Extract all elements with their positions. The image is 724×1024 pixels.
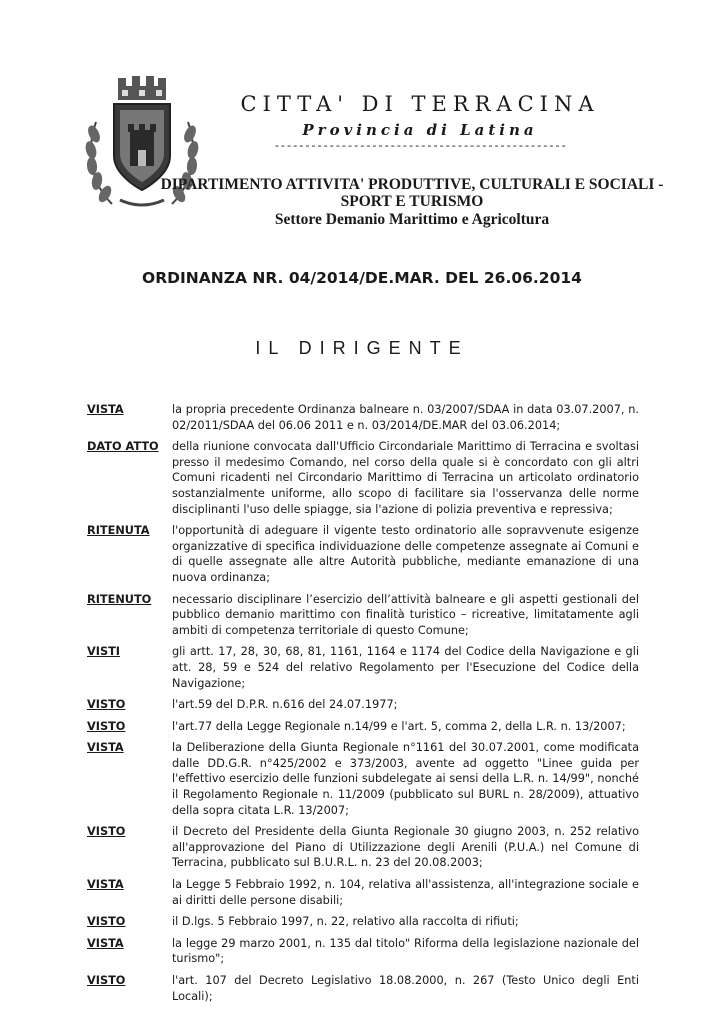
clause-label: RITENUTO: [87, 592, 152, 606]
clause-text: l'opportunità di adeguare il vigente testo ordinatorio alle sopravvenute esigenze organizzative di specifica individuazione delle competenze assegnate ai Comuni e di quelle assegnate alle altre Autorità pubbliche, mediante emanazione di una nuova ordinanza;: [172, 524, 639, 584]
clause-text: la Deliberazione della Giunta Regionale n°1161 del 30.07.2001, come modificata dalle DD.G.R. n°425/2002 e 373/2003, avente ad oggetto "Linee guida per l'effettivo esercizio delle funzioni subdelegate ai sensi della L.R. n. 14/99", nonché il Regolamento Regionale n. 11/2009 (pubblicato sul BURL n. 28/2009), attuativo della sopra citata L.R. 13/2007;: [172, 741, 639, 817]
clause-text: l'art.59 del D.P.R. n.616 del 24.07.1977;: [172, 698, 398, 712]
ordinance-title: ORDINANZA NR. 04/2014/DE.MAR. DEL 26.06.2014: [142, 269, 582, 287]
clause-row: [87, 914, 639, 930]
province-name: Provincia di Latina: [302, 121, 538, 139]
clause-text: il D.lgs. 5 Febbraio 1997, n. 22, relativo alla raccolta di rifiuti;: [172, 915, 519, 929]
clause-row: [87, 936, 639, 967]
clause-text: necessario disciplinare l’esercizio dell’attività balneare e gli aspetti gestionali del pubblico demanio marittimo con finalità turistico – ricreative, limitatamente agli ambiti di competenza territoriale di questo Comune;: [172, 592, 639, 637]
clause-label: VISTA: [87, 741, 124, 755]
clause-label: VISTA: [87, 403, 124, 416]
clause-label: RITENUTA: [87, 524, 150, 538]
clause-row: [87, 824, 639, 871]
clause-row: [87, 523, 639, 585]
clauses-list: [87, 402, 639, 1010]
clause-text: della riunione convocata dall'Ufficio Circondariale Marittimo di Terracina e svoltasi presso il medesimo Comando, nel corso della quale si è concordato con gli altri Comuni ricadenti nel Circondario Marittimo di Terracina un articolato ordinatorio sostanzialmente uniforme, allo scopo di facilitare sia l'osservanza delle norme disciplinanti l'uso delle spiagge, sia l'azione di polizia preventiva e repressiva;: [172, 440, 639, 516]
clause-text: la propria precedente Ordinanza balneare n. 03/2007/SDAA in data 03.07.2007, n. 02/2011/SDAA del 06.06 2011 e n. 03/2014/DE.MAR del 03.06.2014;: [172, 403, 639, 432]
clause-label: VISTO: [87, 698, 126, 712]
header-divider: ------------------------------------------------: [273, 141, 567, 153]
city-name: CITTA' DI TERRACINA: [240, 92, 600, 116]
clause-label: VISTA: [87, 878, 124, 892]
clause-text: la Legge 5 Febbraio 1992, n. 104, relativa all'assistenza, all'integrazione sociale e ai diritti delle persone disabili;: [172, 878, 639, 907]
clause-label: VISTO: [87, 719, 126, 733]
clause-row: [87, 402, 639, 433]
clause-label: VISTO: [87, 974, 126, 987]
clause-row: [87, 592, 639, 639]
clause-text: gli artt. 17, 28, 30, 68, 81, 1161, 1164 e 1174 del Codice della Navigazione e gli att. 28, 59 e 524 del relativo Regolamento per l'Esecuzione del Codice della Navigazione;: [172, 645, 639, 690]
clause-label: VISTA: [87, 936, 124, 950]
clause-label: VISTO: [87, 825, 126, 839]
clause-row: [87, 439, 639, 517]
clause-row: [87, 973, 639, 1004]
clause-row: [87, 719, 639, 735]
clause-label: DATO ATTO: [87, 440, 159, 454]
sector-name: Settore Demanio Marittimo e Agricoltura: [274, 211, 550, 228]
clause-text: il Decreto del Presidente della Giunta Regionale 30 giugno 2003, n. 252 relativo all'approvazione del Piano di Utilizzazione degli Arenili (P.U.A.) nel Comune di Terracina, pubblicato sul B.U.R.L. n. 23 del 20.08.2003;: [172, 825, 639, 870]
clause-text: l'art. 107 del Decreto Legislativo 18.08.2000, n. 267 (Testo Unico degli Enti Locali);: [172, 974, 639, 1003]
clause-row: [87, 877, 639, 908]
clause-label: VISTO: [87, 915, 126, 929]
clause-text: la legge 29 marzo 2001, n. 135 dal titolo" Riforma della legislazione nazionale del turismo";: [172, 936, 639, 966]
clause-row: [87, 740, 639, 818]
clause-row: [87, 644, 639, 691]
clause-row: [87, 697, 639, 713]
clause-label: VISTI: [87, 645, 120, 659]
clause-text: l'art.77 della Legge Regionale n.14/99 e l'art. 5, comma 2, della L.R. n. 13/2007;: [172, 719, 626, 733]
issuer-heading: IL DIRIGENTE: [255, 338, 469, 358]
department-name: DIPARTIMENTO ATTIVITA' PRODUTTIVE, CULTURALI E SOCIALI - SPORT E TURISMO: [160, 176, 664, 210]
